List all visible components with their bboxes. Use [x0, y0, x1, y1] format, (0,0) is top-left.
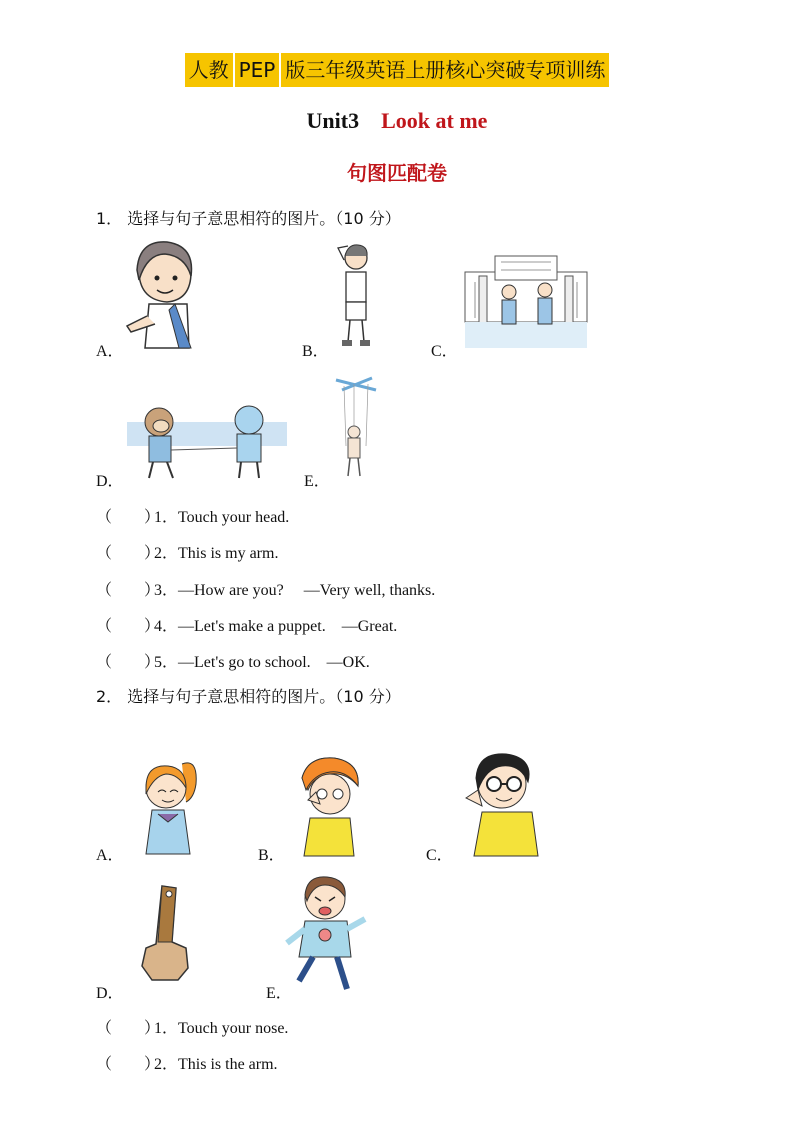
section1-item-5 — [96, 649, 370, 672]
page-subtitle: 句图匹配卷 — [347, 161, 447, 185]
title-banner — [0, 53, 794, 87]
section2-label-c: C． — [426, 847, 453, 864]
section1-item-2 — [96, 540, 278, 563]
section2-item-2 — [96, 1051, 278, 1074]
unit-name: Look at me — [381, 108, 488, 133]
picture-boy-eye — [294, 756, 364, 856]
section1-item-4 — [96, 613, 397, 636]
section2-label-e: E． — [266, 985, 292, 1002]
unit-number: Unit3 — [306, 108, 360, 133]
item-text: 4．—Let's make a puppet. —Great. — [154, 618, 398, 635]
item-text: 2．This is my arm. — [154, 545, 279, 562]
answer-blank[interactable]: （ ） — [96, 618, 161, 635]
section2-label-a: A． — [96, 847, 124, 864]
section1-item-1 — [96, 504, 289, 527]
section1-label-a: A． — [96, 343, 124, 360]
picture-girl-nose — [138, 758, 200, 856]
section1-label-d: D． — [96, 473, 124, 490]
answer-blank[interactable]: （ ） — [96, 654, 161, 671]
picture-boy-glasses — [462, 750, 542, 856]
section2-item-1 — [96, 1015, 288, 1038]
section2-label-b: B． — [258, 847, 285, 864]
answer-blank[interactable]: （ ） — [96, 582, 161, 599]
section1-label-b: B． — [302, 343, 329, 360]
picture-wooden-arm — [138, 882, 192, 984]
picture-crying-boy — [285, 873, 371, 993]
answer-blank[interactable]: （ ） — [96, 1056, 161, 1073]
title-part-2: PEP — [235, 53, 280, 87]
picture-school — [465, 252, 587, 348]
item-text: 2．This is the arm. — [154, 1056, 278, 1073]
title-part-3: 版三年级英语上册核心突破专项训练 — [281, 53, 609, 87]
item-text: 3．—How are you? —Very well, thanks. — [154, 582, 436, 599]
answer-blank[interactable]: （ ） — [96, 1020, 161, 1037]
picture-monkey-tiger — [127, 392, 287, 480]
item-text: 5．—Let's go to school. —OK. — [154, 654, 370, 671]
item-text: 1．Touch your nose. — [154, 1020, 289, 1037]
title-part-1: 人教 — [185, 53, 233, 87]
section2-heading: 2． 选择与句子意思相符的图片。（10 分） — [96, 687, 401, 706]
picture-boy-arm — [125, 240, 200, 352]
picture-puppet — [334, 376, 378, 482]
item-text: 1．Touch your head. — [154, 509, 290, 526]
answer-blank[interactable]: （ ） — [96, 509, 161, 526]
section2-label-d: D． — [96, 985, 124, 1002]
section1-label-e: E． — [304, 473, 330, 490]
unit-title — [0, 108, 794, 134]
section1-item-3 — [96, 577, 435, 600]
section1-label-c: C． — [431, 343, 458, 360]
section1-heading: 1． 选择与句子意思相符的图片。（10 分） — [96, 209, 401, 228]
picture-boy-touch-head — [336, 242, 376, 352]
answer-blank[interactable]: （ ） — [96, 545, 161, 562]
